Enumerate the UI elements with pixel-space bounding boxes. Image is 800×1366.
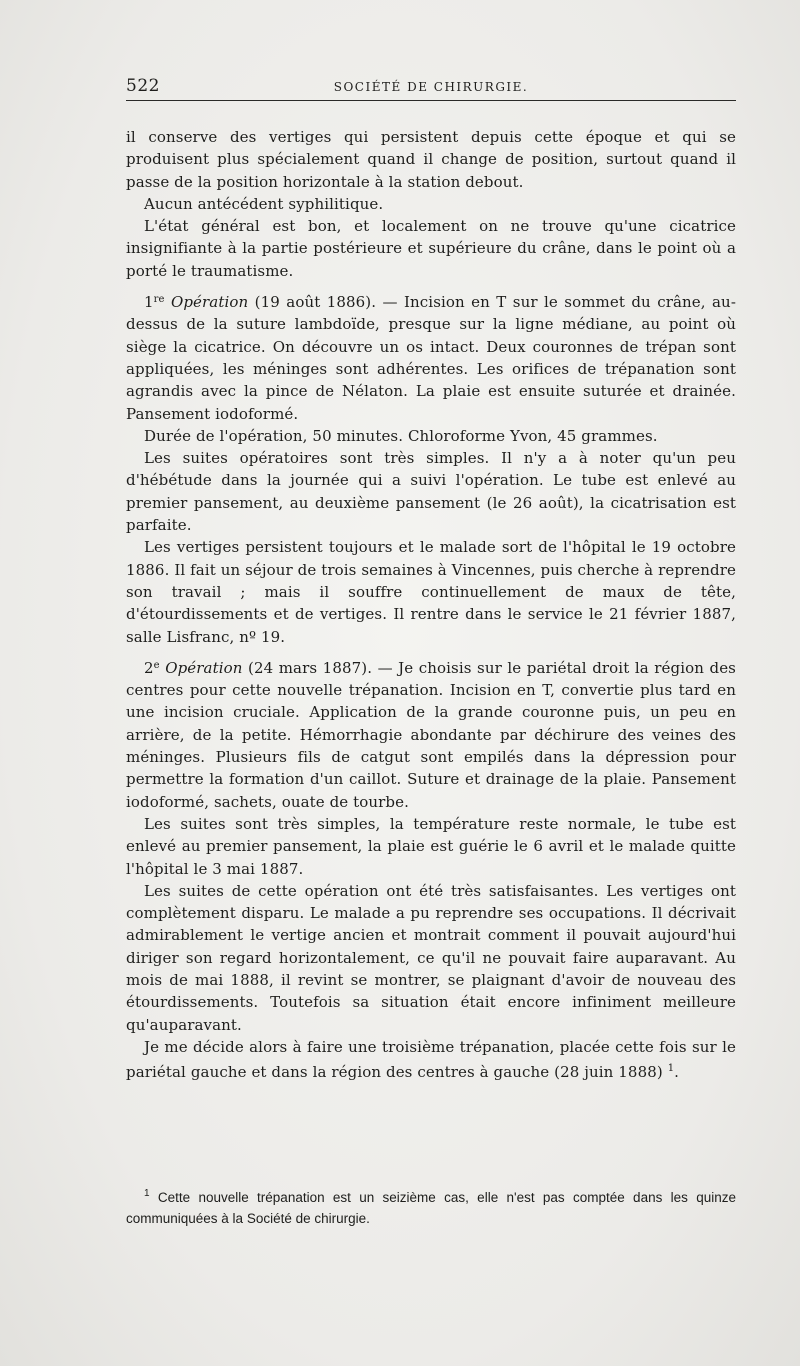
operation-1-label: Opération (170, 293, 249, 312)
final-paragraph-end: . (674, 1063, 680, 1082)
paragraph: Les suites sont très simples, la température reste normale, le tube est enlevé au premier pansement, la plaie est guérie le 6 avril et le malade quitte l'hôpital le 3 mai 1887. (126, 814, 736, 878)
operation-2-date: (24 mars 1887). (248, 658, 373, 677)
operation-1-number: 1 (144, 293, 154, 312)
paragraph: Durée de l'opération, 50 minutes. Chloroforme Yvon, 45 grammes. (144, 426, 658, 445)
body-text (126, 126, 736, 1083)
page-header (126, 76, 736, 98)
paragraph: Aucun antécédent syphilitique. (144, 194, 384, 213)
paragraph: Les suites de cette opération ont été très satisfaisantes. Les vertiges ont complètement disparu. Le malade a pu reprendre ses occupations. Il décrivait admirablement le vertige ancien et montrait comment il pouvait aujourd'hui diriger son regard horizontalement, ce qu'il ne pouvait faire auparavant. Au mois de mai 1888, il revint se montrer, se plaignant d'avoir de nouveau des étourdissements. Toutefois sa situation était encore infiniment meilleure qu'auparavant. (126, 881, 736, 1034)
footnote (126, 1183, 736, 1229)
operation-1-ordinal: re (153, 294, 165, 306)
operation-1-text: — Incision en T sur le sommet du crâne, au-dessus de la suture lambdoïde, presque sur la ligne médiane, au point où siège la cicatrice. On découvre un os intact. Deux couronnes de trépan sont appliquées, les méninges sont adhérentes. Les orifices de trépanation sont agrandis avec la pince de Nélaton. La plaie est ensuite suturée et drainée. Pansement iodoformé. (126, 293, 736, 423)
operation-1-paragraph (126, 289, 736, 425)
footnote-reference: 1 (667, 1063, 675, 1075)
operation-2-label: Opération (165, 658, 243, 677)
footnote-mark: 1 (144, 1188, 150, 1199)
footnote-text: Cette nouvelle trépanation est un seizième cas, elle n'est pas comptée dans les quinze communiquées à la Société de chirurgie. (126, 1190, 736, 1226)
operation-2-number: 2 (144, 658, 154, 677)
paragraph: Les vertiges persistent toujours et le malade sort de l'hôpital le 19 octobre 1886. Il fait un séjour de trois semaines à Vincennes, puis cherche à reprendre son travail ; mais il souffre continuellement de maux de tête, d'étourdissements et de vertiges. Il rentre dans le service le 21 février 1887, salle Lisfranc, nº 19. (126, 538, 736, 646)
operation-2-ordinal: e (153, 659, 160, 671)
paragraph: Les suites opératoires sont très simples. Il n'y a à noter qu'un peu d'hébétude dans la journée qui a suivi l'opération. Le tube est enlevé au premier pansement, au deuxième pansement (le 26 août), la cicatrisation est parfaite. (126, 449, 736, 535)
operation-1-date: (19 août 1886). (254, 293, 377, 312)
operation-2-text: — Je choisis sur le pariétal droit la région des centres pour cette nouvelle trépanation. Incision en T, convertie plus tard en une incision cruciale. Application de la grande couronne puis, un peu en arrière, de la petite. Hémorrhagie abondante par déchirure des veines des méninges. Plusieurs fils de catgut sont empilés dans la dépression pour permettre la formation d'un caillot. Suture et drainage de la plaie. Pansement iodoformé, sachets, ouate de tourbe. (126, 658, 736, 811)
operation-2-paragraph (126, 655, 736, 813)
header-rule (126, 100, 736, 101)
running-title: SOCIÉTÉ DE CHIRURGIE. (333, 80, 529, 94)
paragraph: L'état général est bon, et localement on ne trouve qu'une cicatrice insignifiante à la partie postérieure et supérieure du crâne, dans le point où a porté le traumatisme. (126, 217, 736, 280)
final-paragraph-text: Je me décide alors à faire une troisième trépanation, placée cette fois sur le pariétal gauche et dans la région des centres à gauche (28 juin 1888) (126, 1037, 736, 1082)
page-number: 522 (126, 76, 160, 96)
final-paragraph (126, 1036, 736, 1084)
paragraph: il conserve des vertiges qui persistent depuis cette époque et qui se produisent plus spécialement quand il change de position, surtout quand il passe de la position horizontale à la station debout. (126, 128, 736, 191)
